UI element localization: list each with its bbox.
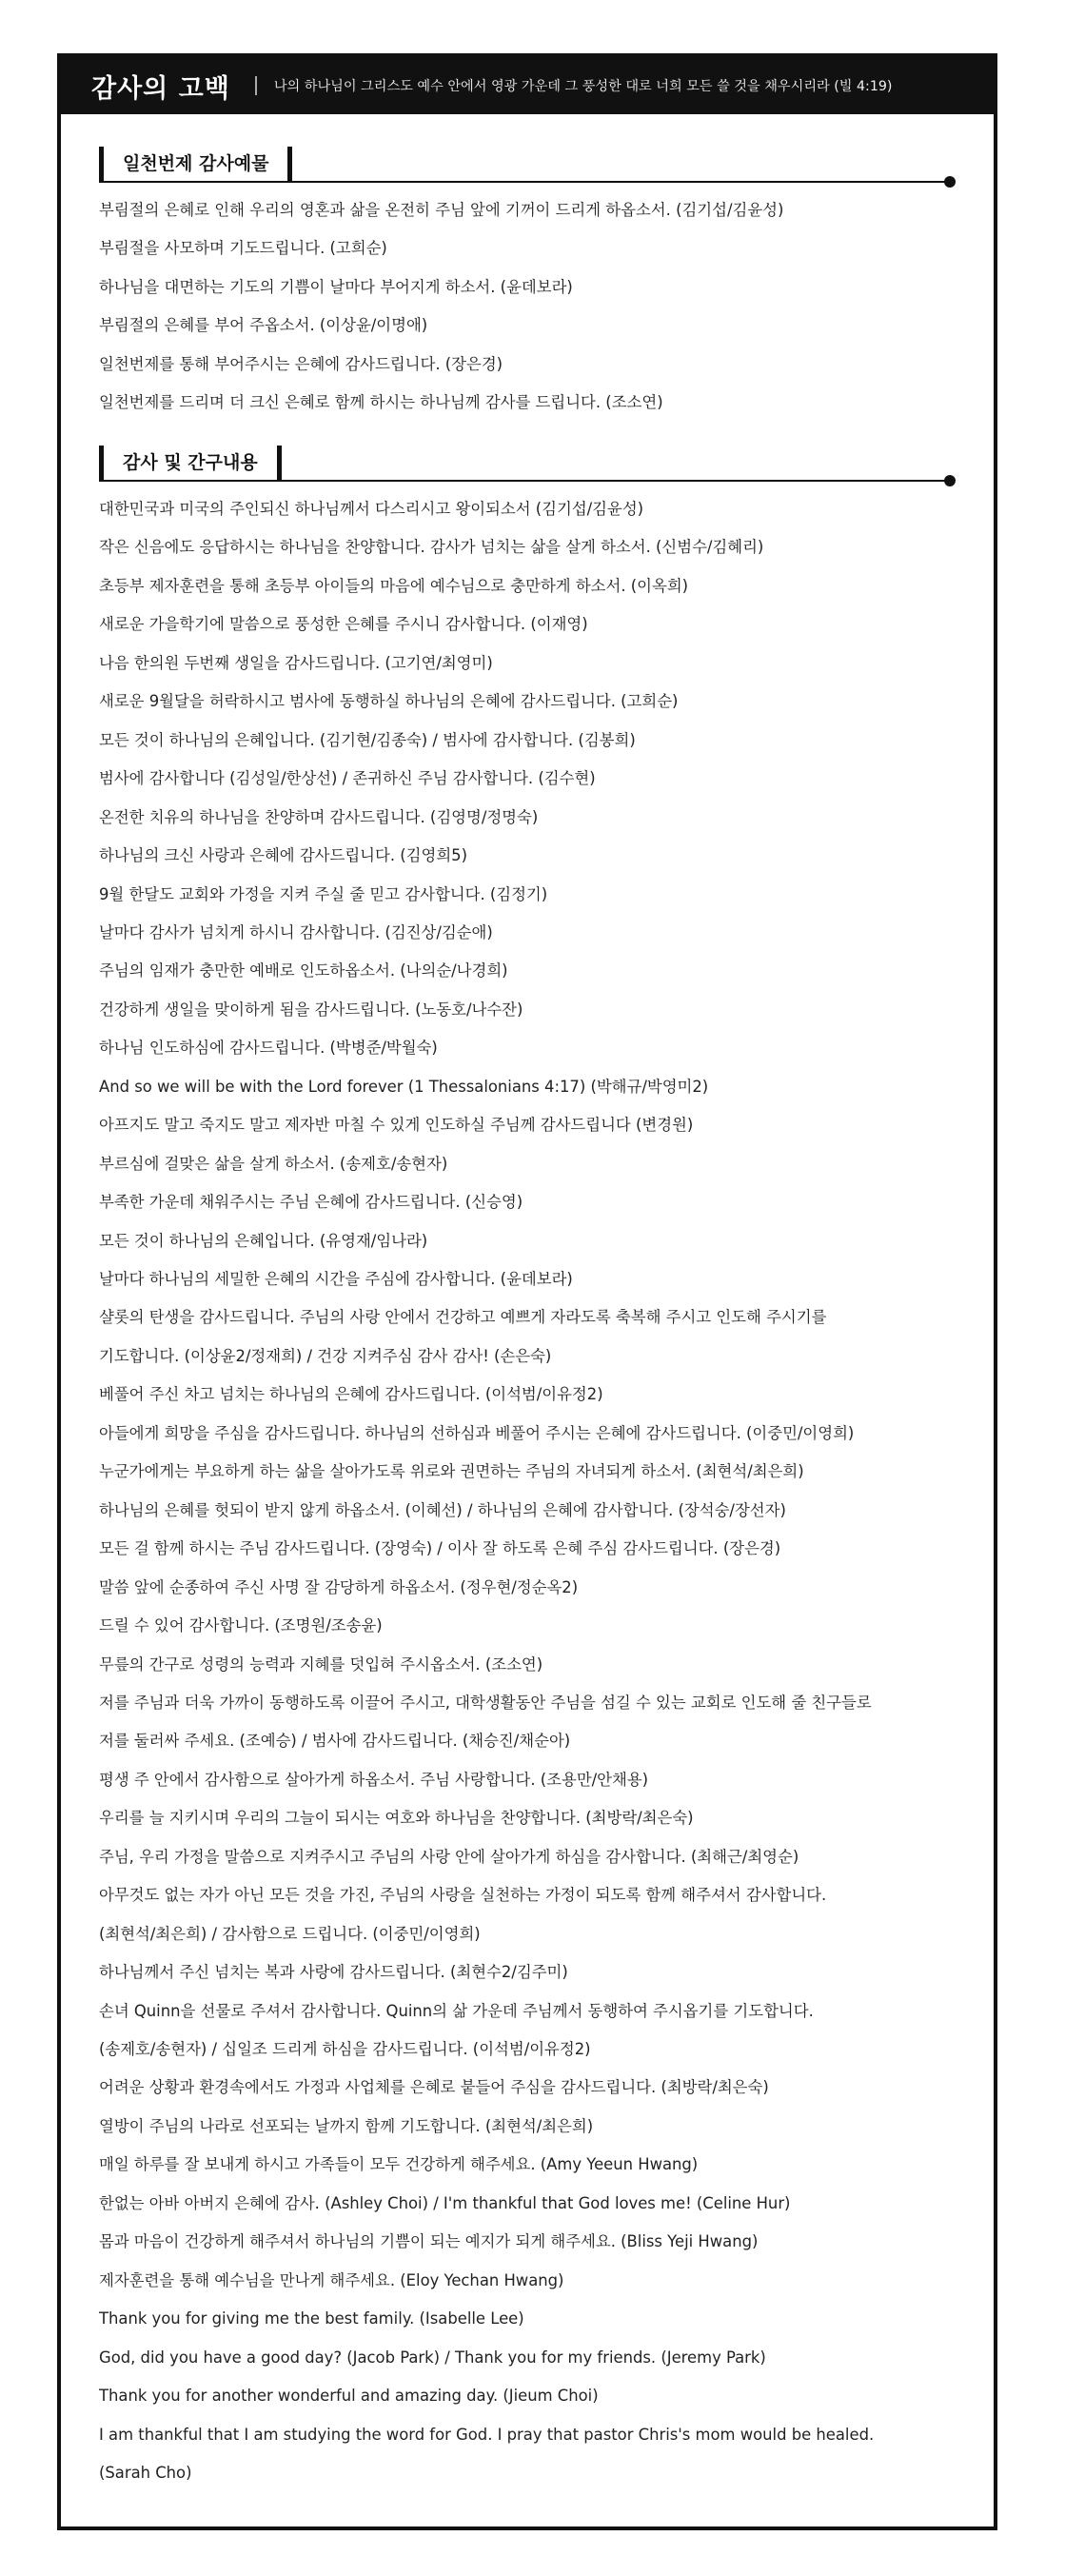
list-item: 부르심에 걸맞은 삶을 살게 하소서. (송제호/송현자) [99, 1154, 448, 1173]
list-item: 어려운 상황과 환경속에서도 가정과 사업체를 은혜로 붙들어 주심을 감사드립니다. (최방락/최은숙) [99, 2078, 769, 2097]
list-item: 범사에 감사합니다 (김성일/한상선) / 존귀하신 주님 감사합니다. (김수현) [99, 769, 596, 788]
section-title: 감사 및 간구내용 [99, 446, 282, 480]
list-item: 작은 신음에도 응답하시는 하나님을 찬양합니다. 감사가 넘치는 삶을 살게 하소서. (신범수/김혜리) [99, 538, 764, 557]
list-item: 열방이 주님의 나라로 선포되는 날까지 함께 기도합니다. (최현석/최은희) [99, 2116, 594, 2135]
list-item: 부림절을 사모하며 기도드립니다. (고희순) [99, 239, 387, 258]
list-item: 저를 둘러싸 주세요. (조예승) / 범사에 감사드립니다. (채승진/채순아) [99, 1732, 571, 1751]
list-item: 제자훈련을 통해 예수님을 만나게 해주세요. (Eloy Yechan Hwang) [99, 2270, 564, 2289]
list-item: 하나님을 대면하는 기도의 기쁨이 날마다 부어지게 하소서. (윤데보라) [99, 277, 573, 296]
list-item: 아무것도 없는 자가 아닌 모든 것을 가진, 주님의 사랑을 실천하는 가정이 되도록 함께 해주셔서 감사합니다. [99, 1886, 827, 1905]
list-item: 몸과 마음이 건강하게 해주셔서 하나님의 기쁨이 되는 예지가 되게 해주세요. (Bliss Yeji Hwang) [99, 2232, 759, 2251]
list-item: 샬롯의 탄생을 감사드립니다. 주님의 사랑 안에서 건강하고 예쁘게 자라도록 축복해 주시고 인도해 주시기를 [99, 1308, 827, 1327]
list-item: 드릴 수 있어 감사합니다. (조명원/조송윤) [99, 1616, 383, 1635]
list-item: 부림절의 은혜로 인해 우리의 영혼과 삶을 온전히 주님 앞에 기꺼이 드리게 하옵소서. (김기섭/김윤성) [99, 201, 784, 219]
list-item: 9월 한달도 교회와 가정을 지켜 주실 줄 믿고 감사합니다. (김정기) [99, 884, 548, 903]
list-item: 날마다 하나님의 세밀한 은혜의 시간을 주심에 감사합니다. (윤데보라) [99, 1270, 573, 1288]
list-item: 베풀어 주신 차고 넘치는 하나님의 은혜에 감사드립니다. (이석범/이유정2) [99, 1385, 603, 1404]
list-item: 하나님 인도하심에 감사드립니다. (박병준/박월숙) [99, 1039, 438, 1058]
section-prayers [99, 446, 956, 2482]
list-item: 모든 것이 하나님의 은혜입니다. (김기현/김종숙) / 범사에 감사합니다. (김봉희) [99, 730, 636, 749]
list-item: 하나님의 은혜를 헛되이 받지 않게 하옵소서. (이혜선) / 하나님의 은혜에 감사합니다. (장석숭/장선자) [99, 1500, 786, 1519]
list-item: 건강하게 생일을 맞이하게 됨을 감사드립니다. (노동호/나수잔) [99, 1000, 523, 1019]
list-item: 초등부 제자훈련을 통해 초등부 아이들의 마음에 예수님으로 충만하게 하소서. (이옥희) [99, 576, 689, 595]
list-item: 말씀 앞에 순종하여 주신 사명 잘 감당하게 하옵소서. (정우현/정순옥2) [99, 1577, 579, 1596]
section-heading [99, 147, 956, 185]
list-item: 무릎의 간구로 성령의 능력과 지혜를 덧입혀 주시옵소서. (조소연) [99, 1655, 543, 1674]
list-item: 매일 하루를 잘 보내게 하시고 가족들이 모두 건강하게 해주세요. (Amy Yeeun Hwang) [99, 2155, 699, 2174]
list-item: (Sarah Cho) [99, 2463, 192, 2482]
list-item: 하나님의 크신 사랑과 은혜에 감사드립니다. (김영희5) [99, 846, 467, 865]
bullet-dot-icon [944, 176, 956, 188]
list-item: 한없는 아바 아버지 은혜에 감사. (Ashley Choi) / I'm thankful that God loves me! (Celine Hur) [99, 2193, 791, 2212]
list-item: 온전한 치유의 하나님을 찬양하며 감사드립니다. (김영명/정명숙) [99, 807, 539, 826]
list-item: 기도합니다. (이상윤2/정재희) / 건강 지켜주심 감사 감사! (손은숙) [99, 1346, 552, 1365]
section-offering [99, 147, 956, 411]
list-item: 평생 주 안에서 감사함으로 살아가게 하옵소서. 주님 사랑합니다. (조용만/안채용) [99, 1770, 649, 1789]
list-item: 모든 걸 함께 하시는 주님 감사드립니다. (장영숙) / 이사 잘 하도록 은혜 주심 감사드립니다. (장은경) [99, 1539, 781, 1558]
list-item: 아프지도 말고 죽지도 말고 제자반 마칠 수 있게 인도하실 주님께 감사드립니다 (변경원) [99, 1116, 694, 1135]
section-rule [99, 181, 950, 183]
list-item: Thank you for giving me the best family. (Isabelle Lee) [99, 2309, 524, 2328]
list-item: 나음 한의원 두번째 생일을 감사드립니다. (고기연/최영미) [99, 653, 493, 672]
list-item: (최현석/최은희) / 감사함으로 드립니다. (이중민/이영희) [99, 1924, 481, 1943]
list-item: 날마다 감사가 넘치게 하시니 감사합니다. (김진상/김순애) [99, 922, 493, 941]
list-item: 일천번제를 통해 부어주시는 은혜에 감사드립니다. (장은경) [99, 354, 503, 373]
list-item: I am thankful that I am studying the word for God. I pray that pastor Chris's mom would be healed. [99, 2425, 875, 2444]
list-item: 새로운 가을학기에 말씀으로 풍성한 은혜를 주시니 감사합니다. (이재영) [99, 615, 588, 634]
list-item: 우리를 늘 지키시며 우리의 그늘이 되시는 여호와 하나님을 찬양합니다. (최방락/최은숙) [99, 1809, 694, 1828]
list-item: 아들에게 희망을 주심을 감사드립니다. 하나님의 선하심과 베풀어 주시는 은혜에 감사드립니다. (이중민/이영희) [99, 1423, 855, 1442]
section-title: 일천번제 감사예물 [99, 147, 292, 181]
list-item: 하나님께서 주신 넘치는 복과 사랑에 감사드립니다. (최현수2/김주미) [99, 1963, 568, 1982]
list-item: 일천번제를 드리며 더 크신 은혜로 함께 하시는 하나님께 감사를 드립니다. (조소연) [99, 393, 663, 411]
list-item: 손녀 Quinn을 선물로 주셔서 감사합니다. Quinn의 삶 가운데 주님께서 동행하여 주시옵기를 기도합니다. [99, 2001, 814, 2020]
list-item: 부림절의 은혜를 부어 주옵소서. (이상윤/이명애) [99, 316, 428, 335]
section-rule [99, 480, 950, 482]
list-item: 부족한 가운데 채워주시는 주님 은혜에 감사드립니다. (신승영) [99, 1193, 523, 1212]
list-item: 새로운 9월달을 허락하시고 범사에 동행하실 하나님의 은혜에 감사드립니다. (고희순) [99, 692, 679, 711]
list-item: (송제호/송현자) / 십일조 드리게 하심을 감사드립니다. (이석범/이유정2) [99, 2040, 591, 2058]
list-item: 누군가에게는 부요하게 하는 삶을 살아가도록 위로와 권면하는 주님의 자녀되게 하소서. (최현석/최은희) [99, 1462, 804, 1481]
list-item: God, did you have a good day? (Jacob Park) / Thank you for my friends. (Jeremy Park) [99, 2348, 766, 2367]
list-item: 저를 주님과 더욱 가까이 동행하도록 이끌어 주시고, 대학생활동안 주님을 섬길 수 있는 교회로 인도해 줄 친구들로 [99, 1693, 872, 1712]
list-item: 대한민국과 미국의 주인되신 하나님께서 다스리시고 왕이되소서 (김기섭/김윤성) [99, 500, 644, 518]
list-item: Thank you for another wonderful and amazing day. (Jieum Choi) [99, 2387, 599, 2406]
thanksgiving-bulletin-panel [57, 53, 997, 2530]
page-title: 감사의 고백 [91, 73, 230, 104]
header-bar [61, 57, 994, 114]
list-item: 주님, 우리 가정을 말씀으로 지켜주시고 주님의 사랑 안에 살아가게 하심을 감사합니다. (최해근/최영순) [99, 1847, 799, 1866]
header-divider [255, 76, 257, 95]
bullet-dot-icon [944, 475, 956, 486]
list-item: 주님의 임재가 충만한 예배로 인도하옵소서. (나의순/나경희) [99, 961, 508, 981]
list-item: And so we will be with the Lord forever (1 Thessalonians 4:17) (박해규/박영미2) [99, 1077, 709, 1096]
header-verse: 나의 하나님이 그리스도 예수 안에서 영광 가운데 그 풍성한 대로 너희 모든 쓸 것을 채우시리라 (빌 4:19) [273, 79, 893, 94]
section-heading [99, 446, 956, 484]
list-item: 모든 것이 하나님의 은혜입니다. (유영재/임나라) [99, 1231, 428, 1250]
